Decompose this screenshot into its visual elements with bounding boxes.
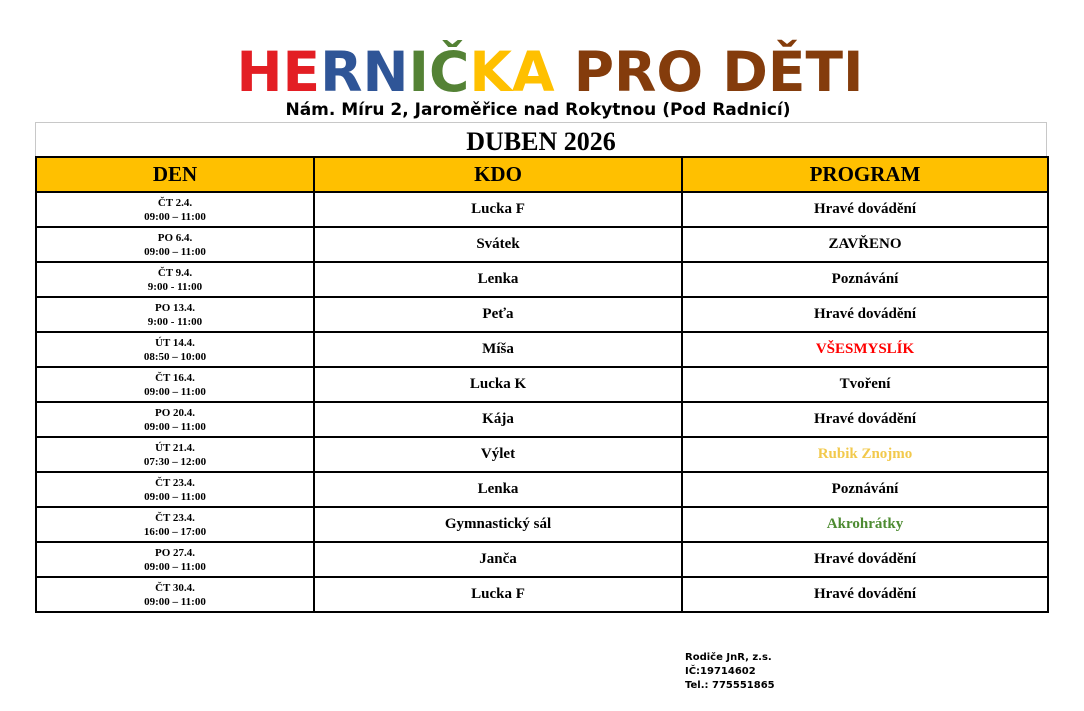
table-row: [36, 472, 1048, 507]
day-cell: [36, 367, 314, 402]
address: Nám. Míru 2, Jaroměřice nad Rokytnou (Pod Radnicí): [285, 100, 791, 120]
day-label: ČT 2.4.: [157, 196, 193, 209]
program-cell: VŠESMYSLÍK: [682, 332, 1048, 367]
who-cell: Lucka F: [314, 577, 682, 612]
day-label: ČT 23.4.: [155, 476, 195, 489]
title-segment: N: [362, 40, 409, 104]
program-cell: Tvoření: [682, 367, 1048, 402]
who-cell: Lucka K: [314, 367, 682, 402]
program-cell: Rubik Znojmo: [682, 437, 1048, 472]
day-cell: [36, 227, 314, 262]
schedule-table: [35, 156, 1049, 613]
program-cell: ZAVŘENO: [682, 227, 1048, 262]
time-label: 08:50 – 10:00: [143, 350, 207, 363]
day-label: PO 13.4.: [154, 301, 196, 314]
time-label: 09:00 – 11:00: [144, 595, 206, 608]
title-segment: Č: [428, 40, 470, 104]
time-label: 9:00 - 11:00: [147, 315, 203, 328]
time-label: 07:30 – 12:00: [143, 455, 207, 468]
header-kdo: KDO: [314, 157, 682, 192]
program-cell: Hravé dovádění: [682, 542, 1048, 577]
who-cell: Gymnastický sál: [314, 507, 682, 542]
who-cell: Míša: [314, 332, 682, 367]
program-cell: Poznávání: [682, 472, 1048, 507]
title-segment: K: [469, 40, 512, 104]
day-label: ÚT 14.4.: [155, 336, 195, 349]
day-label: PO 6.4.: [157, 231, 193, 244]
table-row: [36, 262, 1048, 297]
day-label: ÚT 21.4.: [155, 441, 195, 454]
page-title: [0, 40, 1084, 104]
table-row: [36, 297, 1048, 332]
time-label: 16:00 – 17:00: [143, 525, 207, 538]
day-cell: [36, 437, 314, 472]
title-segment: A: [511, 40, 555, 104]
day-cell: [36, 297, 314, 332]
table-row: [36, 332, 1048, 367]
time-label: 09:00 – 11:00: [144, 490, 206, 503]
day-label: ČT 30.4.: [155, 581, 195, 594]
program-cell: Hravé dovádění: [682, 402, 1048, 437]
day-cell: [36, 577, 314, 612]
table-header-row: [36, 157, 1048, 192]
day-label: ČT 16.4.: [155, 371, 195, 384]
time-label: 09:00 – 11:00: [144, 560, 206, 573]
program-cell: Hravé dovádění: [682, 577, 1048, 612]
day-cell: [36, 507, 314, 542]
program-cell: Poznávání: [682, 262, 1048, 297]
day-cell: [36, 332, 314, 367]
table-row: [36, 367, 1048, 402]
title-segment: H: [236, 40, 283, 104]
time-label: 9:00 - 11:00: [147, 280, 203, 293]
day-label: ČT 9.4.: [157, 266, 193, 279]
program-cell: Hravé dovádění: [682, 297, 1048, 332]
day-cell: [36, 192, 314, 227]
table-row: [36, 402, 1048, 437]
title-segment: E: [282, 40, 321, 104]
day-cell: [36, 402, 314, 437]
day-label: PO 27.4.: [154, 546, 196, 559]
who-cell: Janča: [314, 542, 682, 577]
header-program: PROGRAM: [682, 157, 1048, 192]
table-row: [36, 507, 1048, 542]
footer-ico: IČ:19714602: [685, 666, 756, 677]
table-row: [36, 437, 1048, 472]
footer-org: Rodiče JnR, z.s.: [685, 652, 772, 663]
month-heading: DUBEN 2026: [35, 122, 1047, 157]
who-cell: Svátek: [314, 227, 682, 262]
time-label: 09:00 – 11:00: [144, 385, 206, 398]
table-row: [36, 227, 1048, 262]
time-label: 09:00 – 11:00: [144, 210, 206, 223]
day-cell: [36, 262, 314, 297]
table-row: [36, 192, 1048, 227]
footer-tel: Tel.: 775551865: [685, 680, 775, 691]
schedule-sheet: [35, 122, 1047, 636]
program-cell: Akrohrátky: [682, 507, 1048, 542]
who-cell: Kája: [314, 402, 682, 437]
time-label: 09:00 – 11:00: [144, 245, 206, 258]
title-segment: I: [408, 40, 429, 104]
who-cell: Peťa: [314, 297, 682, 332]
time-label: 09:00 – 11:00: [144, 420, 206, 433]
header-den: DEN: [36, 157, 314, 192]
title-segment: R: [320, 40, 363, 104]
who-cell: Lucka F: [314, 192, 682, 227]
table-row: [36, 577, 1048, 612]
title-segment: PRO DĚTI: [554, 40, 864, 104]
who-cell: Lenka: [314, 472, 682, 507]
footer-contact: [685, 651, 775, 693]
program-cell: Hravé dovádění: [682, 192, 1048, 227]
table-row: [36, 542, 1048, 577]
day-label: PO 20.4.: [154, 406, 196, 419]
day-cell: [36, 542, 314, 577]
who-cell: Lenka: [314, 262, 682, 297]
day-label: ČT 23.4.: [155, 511, 195, 524]
day-cell: [36, 472, 314, 507]
who-cell: Výlet: [314, 437, 682, 472]
